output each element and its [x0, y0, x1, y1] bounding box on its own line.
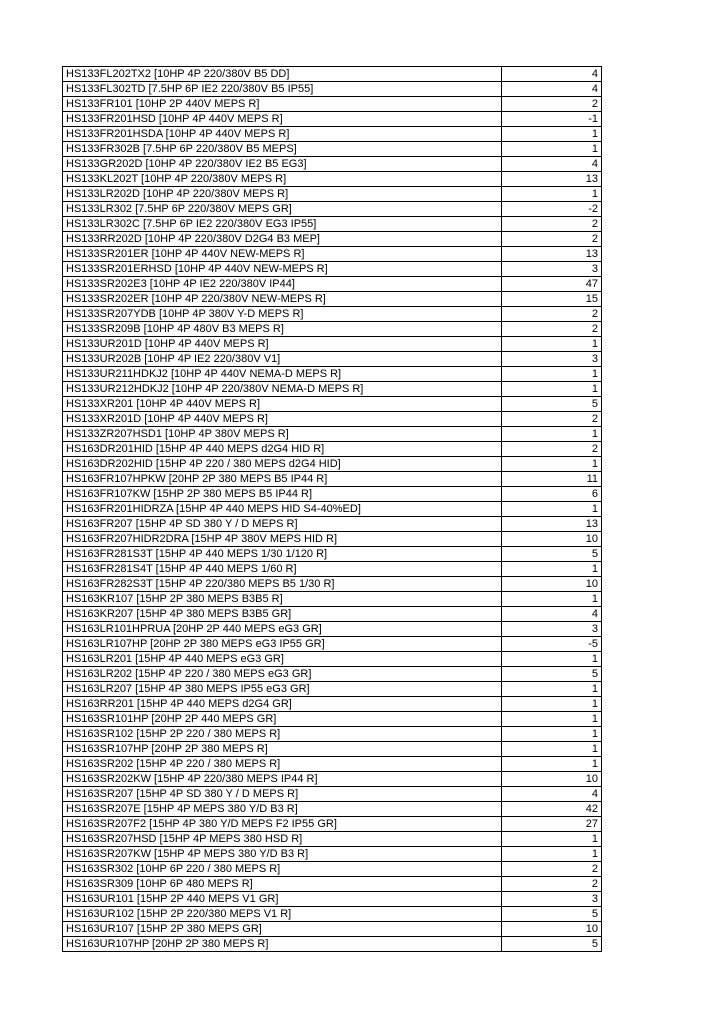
- quantity-cell: 5: [502, 397, 602, 412]
- table-row: [63, 862, 602, 877]
- quantity-cell: 2: [502, 442, 602, 457]
- item-description-cell: HS133SR207YDB [10HP 4P 380V Y-D MEPS R]: [63, 307, 502, 322]
- table-row: [63, 667, 602, 682]
- table-row: [63, 487, 602, 502]
- quantity-cell: 2: [502, 97, 602, 112]
- quantity-cell: 4: [502, 67, 602, 82]
- quantity-cell: 2: [502, 217, 602, 232]
- quantity-cell: 6: [502, 487, 602, 502]
- item-description-cell: HS163SR101HP [20HP 2P 440 MEPS GR]: [63, 712, 502, 727]
- item-description-cell: HS163KR207 [15HP 4P 380 MEPS B3B5 GR]: [63, 607, 502, 622]
- table-row: [63, 727, 602, 742]
- table-row: [63, 427, 602, 442]
- item-description-cell: HS163SR207HSD [15HP 4P MEPS 380 HSD R]: [63, 832, 502, 847]
- quantity-cell: 1: [502, 742, 602, 757]
- quantity-cell: 2: [502, 232, 602, 247]
- item-description-cell: HS163FR201HIDRZA [15HP 4P 440 MEPS HID S4-40%ED]: [63, 502, 502, 517]
- quantity-cell: 1: [502, 712, 602, 727]
- table-row: [63, 517, 602, 532]
- quantity-cell: 1: [502, 592, 602, 607]
- item-description-cell: HS163UR107HP [20HP 2P 380 MEPS R]: [63, 937, 502, 952]
- quantity-cell: 13: [502, 172, 602, 187]
- item-description-cell: HS163LR207 [15HP 4P 380 MEPS IP55 eG3 GR]: [63, 682, 502, 697]
- quantity-cell: 1: [502, 382, 602, 397]
- quantity-cell: 2: [502, 322, 602, 337]
- quantity-cell: 42: [502, 802, 602, 817]
- item-description-cell: HS163FR281S3T [15HP 4P 440 MEPS 1/30 1/120 R]: [63, 547, 502, 562]
- quantity-cell: 13: [502, 247, 602, 262]
- table-row: [63, 772, 602, 787]
- item-description-cell: HS163SR207 [15HP 4P SD 380 Y / D MEPS R]: [63, 787, 502, 802]
- quantity-cell: 1: [502, 727, 602, 742]
- item-description-cell: HS133FR201HSD [10HP 4P 440V MEPS R]: [63, 112, 502, 127]
- table-row: [63, 322, 602, 337]
- quantity-cell: 15: [502, 292, 602, 307]
- table-row: [63, 652, 602, 667]
- item-description-cell: HS133ZR207HSD1 [10HP 4P 380V MEPS R]: [63, 427, 502, 442]
- item-description-cell: HS163KR107 [15HP 2P 380 MEPS B3B5 R]: [63, 592, 502, 607]
- item-description-cell: HS133UR212HDKJ2 [10HP 4P 220/380V NEMA-D MEPS R]: [63, 382, 502, 397]
- table-row: [63, 337, 602, 352]
- table-row: [63, 457, 602, 472]
- item-description-cell: HS133SR202ER [10HP 4P 220/380V NEW-MEPS R]: [63, 292, 502, 307]
- table-row: [63, 607, 602, 622]
- item-description-cell: HS163SR202KW [15HP 4P 220/380 MEPS IP44 R]: [63, 772, 502, 787]
- table-row: [63, 502, 602, 517]
- quantity-cell: 1: [502, 367, 602, 382]
- quantity-cell: 11: [502, 472, 602, 487]
- item-description-cell: HS133RR202D [10HP 4P 220/380V D2G4 B3 MEP]: [63, 232, 502, 247]
- quantity-cell: 2: [502, 862, 602, 877]
- quantity-cell: 1: [502, 457, 602, 472]
- item-description-cell: HS163RR201 [15HP 4P 440 MEPS d2G4 GR]: [63, 697, 502, 712]
- table-row: [63, 397, 602, 412]
- table-row: [63, 907, 602, 922]
- table-row: [63, 472, 602, 487]
- quantity-cell: 4: [502, 787, 602, 802]
- table-row: [63, 937, 602, 952]
- quantity-cell: 10: [502, 922, 602, 937]
- quantity-cell: 5: [502, 907, 602, 922]
- quantity-cell: 5: [502, 667, 602, 682]
- item-description-cell: HS163SR102 [15HP 2P 220 / 380 MEPS R]: [63, 727, 502, 742]
- quantity-cell: -5: [502, 637, 602, 652]
- quantity-cell: 10: [502, 577, 602, 592]
- table-row: [63, 172, 602, 187]
- quantity-cell: 1: [502, 562, 602, 577]
- item-description-cell: HS133FL302TD [7.5HP 6P IE2 220/380V B5 IP55]: [63, 82, 502, 97]
- item-description-cell: HS133LR202D [10HP 4P 220/380V MEPS R]: [63, 187, 502, 202]
- quantity-cell: 5: [502, 937, 602, 952]
- quantity-cell: 1: [502, 682, 602, 697]
- quantity-cell: -1: [502, 112, 602, 127]
- table-row: [63, 307, 602, 322]
- table-row: [63, 97, 602, 112]
- item-description-cell: HS163SR309 [10HP 6P 480 MEPS R]: [63, 877, 502, 892]
- table-row: [63, 577, 602, 592]
- item-description-cell: HS133LR302C [7.5HP 6P IE2 220/380V EG3 IP55]: [63, 217, 502, 232]
- table-row: [63, 277, 602, 292]
- table-row: [63, 127, 602, 142]
- quantity-cell: 2: [502, 412, 602, 427]
- table-row: [63, 442, 602, 457]
- item-description-cell: HS133XR201 [10HP 4P 440V MEPS R]: [63, 397, 502, 412]
- quantity-cell: 1: [502, 757, 602, 772]
- table-row: [63, 547, 602, 562]
- quantity-cell: 3: [502, 892, 602, 907]
- quantity-cell: 4: [502, 157, 602, 172]
- table-row: [63, 817, 602, 832]
- quantity-cell: 4: [502, 82, 602, 97]
- table-row: [63, 832, 602, 847]
- quantity-cell: 1: [502, 832, 602, 847]
- item-description-cell: HS133FR201HSDA [10HP 4P 440V MEPS R]: [63, 127, 502, 142]
- table-row: [63, 682, 602, 697]
- item-description-cell: HS163LR202 [15HP 4P 220 / 380 MEPS eG3 GR]: [63, 667, 502, 682]
- item-description-cell: HS133SR209B [10HP 4P 480V B3 MEPS R]: [63, 322, 502, 337]
- quantity-cell: 1: [502, 127, 602, 142]
- table-row: [63, 82, 602, 97]
- item-description-cell: HS133FL202TX2 [10HP 4P 220/380V B5 DD]: [63, 67, 502, 82]
- table-row: [63, 637, 602, 652]
- table-row: [63, 847, 602, 862]
- item-description-cell: HS163SR202 [15HP 4P 220 / 380 MEPS R]: [63, 757, 502, 772]
- quantity-cell: 1: [502, 187, 602, 202]
- quantity-cell: 2: [502, 877, 602, 892]
- item-description-cell: HS133SR202E3 [10HP 4P IE2 220/380V IP44]: [63, 277, 502, 292]
- item-description-cell: HS133FR101 [10HP 2P 440V MEPS R]: [63, 97, 502, 112]
- quantity-cell: 47: [502, 277, 602, 292]
- item-description-cell: HS163FR107KW [15HP 2P 380 MEPS B5 IP44 R]: [63, 487, 502, 502]
- item-description-cell: HS163LR101HPRUA [20HP 2P 440 MEPS eG3 GR]: [63, 622, 502, 637]
- quantity-cell: 3: [502, 262, 602, 277]
- quantity-cell: 1: [502, 697, 602, 712]
- item-description-cell: HS163FR207HIDR2DRA [15HP 4P 380V MEPS HID R]: [63, 532, 502, 547]
- table-row: [63, 247, 602, 262]
- table-row: [63, 217, 602, 232]
- table-row: [63, 757, 602, 772]
- item-description-cell: HS163SR107HP [20HP 2P 380 MEPS R]: [63, 742, 502, 757]
- table-row: [63, 202, 602, 217]
- table-row: [63, 292, 602, 307]
- table-row: [63, 622, 602, 637]
- item-description-cell: HS133UR211HDKJ2 [10HP 4P 440V NEMA-D MEPS R]: [63, 367, 502, 382]
- quantity-cell: 1: [502, 502, 602, 517]
- quantity-cell: 1: [502, 847, 602, 862]
- table-row: [63, 562, 602, 577]
- quantity-cell: 1: [502, 427, 602, 442]
- quantity-cell: 1: [502, 142, 602, 157]
- item-description-cell: HS163UR102 [15HP 2P 220/380 MEPS V1 R]: [63, 907, 502, 922]
- quantity-cell: 10: [502, 532, 602, 547]
- item-description-cell: HS133FR302B [7.5HP 6P 220/380V B5 MEPS]: [63, 142, 502, 157]
- inventory-table: [62, 66, 602, 952]
- table-row: [63, 712, 602, 727]
- table-row: [63, 112, 602, 127]
- quantity-cell: 5: [502, 547, 602, 562]
- item-description-cell: HS163SR207KW [15HP 4P MEPS 380 Y/D B3 R]: [63, 847, 502, 862]
- table-row: [63, 157, 602, 172]
- table-row: [63, 232, 602, 247]
- quantity-cell: 3: [502, 352, 602, 367]
- table-row: [63, 382, 602, 397]
- quantity-cell: 4: [502, 607, 602, 622]
- table-row: [63, 352, 602, 367]
- item-description-cell: HS133UR202B [10HP 4P IE2 220/380V V1]: [63, 352, 502, 367]
- item-description-cell: HS163DR201HID [15HP 4P 440 MEPS d2G4 HID R]: [63, 442, 502, 457]
- table-row: [63, 367, 602, 382]
- table-row: [63, 412, 602, 427]
- item-description-cell: HS163FR207 [15HP 4P SD 380 Y / D MEPS R]: [63, 517, 502, 532]
- table-row: [63, 532, 602, 547]
- table-row: [63, 262, 602, 277]
- item-description-cell: HS133SR201ERHSD [10HP 4P 440V NEW-MEPS R]: [63, 262, 502, 277]
- quantity-cell: 2: [502, 307, 602, 322]
- quantity-cell: -2: [502, 202, 602, 217]
- item-description-cell: HS163DR202HID [15HP 4P 220 / 380 MEPS d2G4 HID]: [63, 457, 502, 472]
- item-description-cell: HS163UR101 [15HP 2P 440 MEPS V1 GR]: [63, 892, 502, 907]
- table-row: [63, 742, 602, 757]
- quantity-cell: 1: [502, 337, 602, 352]
- item-description-cell: HS163SR207E [15HP 4P MEPS 380 Y/D B3 R]: [63, 802, 502, 817]
- table-row: [63, 142, 602, 157]
- item-description-cell: HS133KL202T [10HP 4P 220/380V MEPS R]: [63, 172, 502, 187]
- quantity-cell: 27: [502, 817, 602, 832]
- quantity-cell: 3: [502, 622, 602, 637]
- item-description-cell: HS133LR302 [7.5HP 6P 220/380V MEPS GR]: [63, 202, 502, 217]
- item-description-cell: HS133SR201ER [10HP 4P 440V NEW-MEPS R]: [63, 247, 502, 262]
- quantity-cell: 10: [502, 772, 602, 787]
- table-row: [63, 802, 602, 817]
- table-row: [63, 892, 602, 907]
- table-row: [63, 187, 602, 202]
- item-description-cell: HS163LR201 [15HP 4P 440 MEPS eG3 GR]: [63, 652, 502, 667]
- item-description-cell: HS163UR107 [15HP 2P 380 MEPS GR]: [63, 922, 502, 937]
- item-description-cell: HS133XR201D [10HP 4P 440V MEPS R]: [63, 412, 502, 427]
- table-row: [63, 67, 602, 82]
- item-description-cell: HS163FR281S4T [15HP 4P 440 MEPS 1/60 R]: [63, 562, 502, 577]
- item-description-cell: HS163FR282S3T [15HP 4P 220/380 MEPS B5 1/30 R]: [63, 577, 502, 592]
- quantity-cell: 13: [502, 517, 602, 532]
- item-description-cell: HS163SR302 [10HP 6P 220 / 380 MEPS R]: [63, 862, 502, 877]
- quantity-cell: 1: [502, 652, 602, 667]
- table-row: [63, 922, 602, 937]
- table-row: [63, 787, 602, 802]
- item-description-cell: HS163SR207F2 [15HP 4P 380 Y/D MEPS F2 IP55 GR]: [63, 817, 502, 832]
- inventory-table-body: [63, 67, 602, 952]
- item-description-cell: HS133GR202D [10HP 4P 220/380V IE2 B5 EG3]: [63, 157, 502, 172]
- item-description-cell: HS133UR201D [10HP 4P 440V MEPS R]: [63, 337, 502, 352]
- item-description-cell: HS163FR107HPKW [20HP 2P 380 MEPS B5 IP44 R]: [63, 472, 502, 487]
- table-row: [63, 697, 602, 712]
- item-description-cell: HS163LR107HP [20HP 2P 380 MEPS eG3 IP55 GR]: [63, 637, 502, 652]
- table-row: [63, 877, 602, 892]
- table-row: [63, 592, 602, 607]
